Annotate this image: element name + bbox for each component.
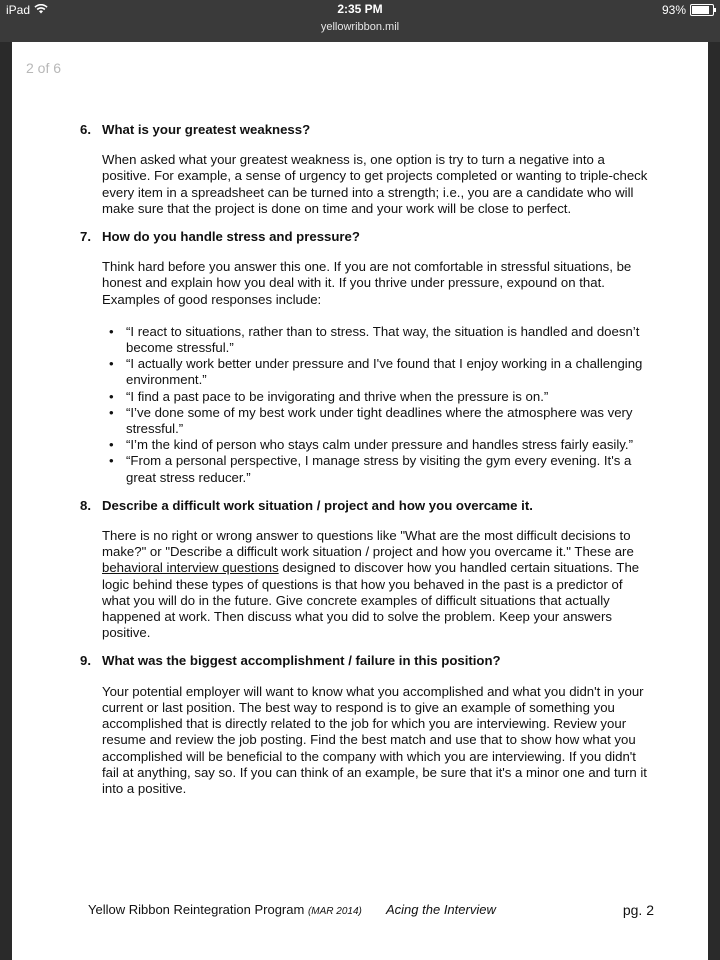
status-right	[662, 3, 714, 17]
question-number: 7.	[80, 229, 91, 245]
list-item: • “I react to situations, rather than to stress. That way, the situation is handled and doesn’t become stressful.”	[102, 324, 650, 356]
question-7	[80, 229, 650, 486]
list-item: • “I’ve done some of my best work under tight deadlines where the atmosphere was very stressful.”	[102, 405, 650, 437]
url-bar[interactable]: yellowribbon.mil	[320, 21, 400, 33]
paragraph: Think hard before you answer this one. If you are not comfortable in stressful situations, be honest and explain how you deal with it. If you thrive under pressure, expound on that. Examples of good responses include:	[102, 259, 632, 307]
question-body	[102, 528, 650, 641]
question-body	[102, 152, 650, 217]
question-title: What is your greatest weakness?	[102, 122, 311, 137]
paragraph: Your potential employer will want to know what you accomplished and what you didn't in your current or last position. The best way to respond is to give an example of something you accomplished that is directly related to the job for which you are interviewing. Review your resume and review the job posting. Find the best match and use that to show how what you accomplished will be beneficial to the company with which you are interviewing. If you didn't fail at anything, say so. If you can think of an example, be sure that it's a minor one and turn it into a positive.	[102, 683, 647, 796]
status-bar	[0, 0, 720, 42]
list-item: • “I find a past pace to be invigorating and thrive when the pressure is on.”	[102, 389, 650, 405]
question-heading	[80, 653, 650, 669]
pdf-viewer[interactable]	[0, 42, 720, 960]
footer-page-number: pg. 2	[622, 902, 654, 918]
document-page[interactable]	[12, 42, 708, 960]
question-title: Describe a difficult work situation / project and how you overcame it.	[102, 497, 533, 513]
footer-title: Acing the Interview	[386, 902, 496, 917]
text: There is no right or wrong answer to questions like "What are the most difficult decisions to make?" or "Describe a difficult work situation / project and how you overcame it." These are	[102, 528, 634, 560]
clock: 2:35 PM	[337, 2, 383, 16]
footer-program	[88, 902, 362, 917]
question-number: 6.	[80, 122, 91, 137]
battery-icon	[690, 4, 714, 16]
battery-level	[692, 6, 709, 14]
question-title: What was the biggest accomplishment / failure in this position?	[102, 653, 501, 669]
question-6	[80, 122, 650, 217]
question-9	[80, 653, 650, 797]
question-body	[102, 684, 650, 797]
question-number: 9.	[80, 653, 91, 669]
behavioral-questions-link[interactable]: behavioral interview questions	[102, 560, 279, 576]
list-item: • “From a personal perspective, I manage stress by visiting the gym every evening. It's a great stress reducer.”	[102, 453, 650, 485]
text: designed to discover how you handled certain situations. The logic behind these types of questions is that how you behaved in the past is a predictor of what you will do in the future. Give concrete examples of difficult situations that actually happened at work. Then discuss what you did to solve the problem. Keep your answers positive.	[102, 560, 640, 641]
paragraph: When asked what your greatest weakness is, one option is try to turn a negative into a positive. For example, a sense of urgency to get projects completed or wanting to triple-check every item in a spreadsheet can be turned into a strength; i.e., you are a candidate who will make sure that the project is done on time and your work will be close to perfect.	[102, 152, 648, 216]
list-item: • “I actually work better under pressure and I've found that I enjoy working in a challenging environment.”	[102, 356, 650, 388]
question-heading	[80, 498, 650, 514]
question-heading	[80, 122, 650, 138]
program-name: Yellow Ribbon Reintegration Program	[88, 902, 305, 917]
footer-date: (MAR 2014)	[307, 906, 362, 917]
question-heading	[80, 229, 650, 245]
document-content	[80, 122, 650, 809]
question-body	[102, 259, 650, 308]
list-item: • “I’m the kind of person who stays calm under pressure and handles stress fairly easily.”	[102, 437, 650, 453]
question-title: How do you handle stress and pressure?	[102, 229, 360, 245]
battery-percent: 93%	[661, 3, 686, 17]
question-8	[80, 498, 650, 642]
question-number: 8.	[80, 497, 91, 513]
device-name: iPad	[6, 3, 31, 17]
page-indicator: 2 of 6	[26, 60, 62, 76]
paragraph	[102, 528, 650, 641]
example-responses-list	[102, 324, 650, 486]
